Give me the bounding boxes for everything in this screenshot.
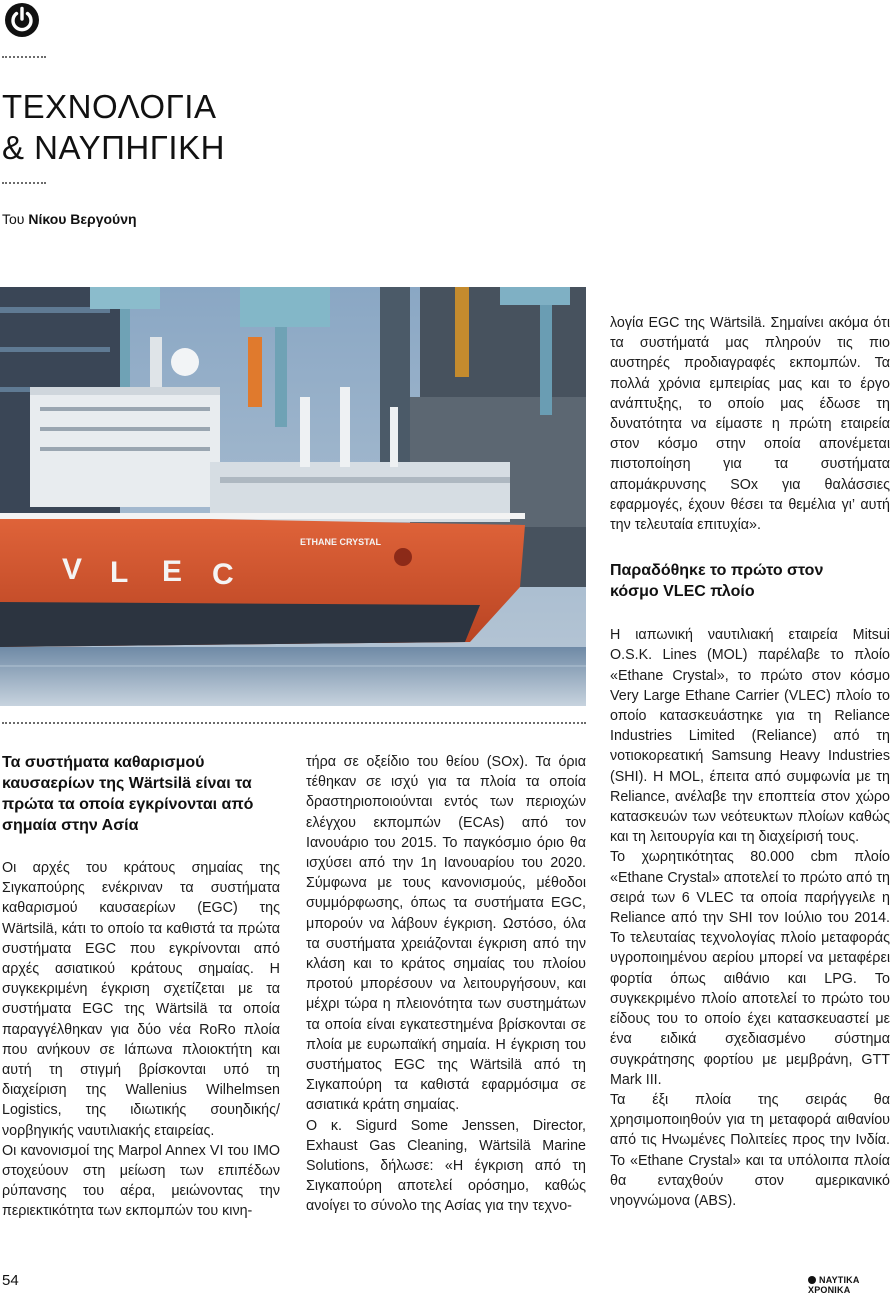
photo-divider bbox=[2, 722, 586, 724]
ship-illustration bbox=[0, 287, 586, 706]
article2-paragraph-2: Το χωρητικότητας 80.000 cbm πλοίο «Ethane Crystal» αποτελεί το πρώτο από τη σειρά των 6 VLEC τα οποία παρήγγειλε η Reliance από την SHI τον Ιούλιο του 2014. Το τελευταίας τεχνολογίας πλοίο μεταφοράς υγροποιημένου αερίου μπορεί να μεταφέρει φορτία όπως αιθάνιο και LPG. Το συγκεκριμένο πλοίο αποτελεί το πρώτο του είδους του το οποίο έχει κατασκευαστεί με ένα ειδικά σχεδιασμένο σύστημα συγκράτησης φορτίου με μεμβράνη, GTT Mark III. bbox=[610, 849, 890, 1088]
publication-brand bbox=[808, 1275, 892, 1295]
hull-letter-v: V bbox=[62, 553, 83, 586]
column-2 bbox=[306, 752, 586, 1217]
page-number: 54 bbox=[2, 1272, 19, 1289]
article1-heading: Τα συστήματα καθαρισμού καυσαερίων της Wärtsilä είναι τα πρώτα τα οποία εγκρίνονται από σημαία στην Ασία bbox=[2, 754, 254, 834]
hull-letter-e: E bbox=[162, 555, 183, 588]
section-title-line1: ΤΕΧΝΟΛΟΓΙΑ bbox=[2, 88, 217, 125]
header-divider-top bbox=[2, 56, 46, 58]
section-title-line2: & ΝΑΥΠΗΓΙΚΗ bbox=[2, 129, 225, 166]
ship-photo bbox=[0, 287, 586, 706]
article1-paragraph-1: Οι αρχές του κράτους σημαίας της Σιγκαπούρης ενέκριναν τα συστήματα καθαρισμού καυσαερίων (EGC) της Wärtsilä, κάτι το οποίο τα καθιστά τα πρώτα συστήματα EGC που εγκρίνονται από αρχές ασιατικού κράτους σημαίας. Η συγκεκριμένη έγκριση σχετίζεται με τα συστήματα EGC της Wärtsilä τα οποία παραγγέλθηκαν για δύο νέα RoRo πλοία που ανήκουν σε Ιάπωνα πλοιοκτήτη και αυτή τη στιγμή βρίσκονται υπό τη διαχείριση της Wallenius Wilhelmsen Logistics, της ιδιωτικής σουηδικής/νορβηγικής ναυτιλιακής εταιρείας. bbox=[2, 860, 280, 1139]
hull-letter-c: C bbox=[212, 558, 234, 591]
article1-paragraph-3b: λογία EGC της Wärtsilä. Σημαίνει ακόμα ότι τα συστήματά μας πληρούν τις πιο αυστηρές προδιαγραφές εκπομπών. Τα πολλά χρόνια εμπειρίας μας και το έργο ανάπτυξης, το οποίο μας έδωσε τη δυνατότητα να είμαστε η πρώτη εταιρεία στον κόσμο στην οποία απονέμεται πιστοποίηση για τα συστήματα απομάκρυνσης SOx για θαλάσσιες εφαρμογές, έχουν θέσει τα θεμέλια γι’ αυτή την τελευταία επιτυχία». bbox=[610, 315, 890, 534]
article2-paragraph-1: Η ιαπωνική ναυτιλιακή εταιρεία Mitsui O.S.K. Lines (MOL) παρέλαβε το πλοίο «Ethane Crystal», το πρώτο στον κόσμο Very Large Ethane Carrier (VLEC) πλοίο το οποίο κατασκευάστηκε για τη Reliance Industries Limited (Reliance) από τη νοτιοκορεατική Samsung Heavy Industries (SHI). Η MOL, έπειτα από συμφωνία με τη Reliance, ανέλαβε την εποπτεία στον χώρο κατασκευών των νεότευκτων πλοίων καθώς και τη λειτουργία και τη διαχείρισή τους. bbox=[610, 627, 890, 846]
article1-paragraph-2a: Οι κανονισμοί της Marpol Annex VI του IMO στοχεύουν στη μείωση των επιπέδων ρύπανσης του αέρα, μειώνοντας την περιεκτικότητα των εκπομπών του κινη- bbox=[2, 1142, 280, 1220]
author-name: Νίκου Βεργούνη bbox=[28, 211, 137, 227]
article1-paragraph-3a: Ο κ. Sigurd Some Jenssen, Director, Exhaust Gas Cleaning, Wärtsilä Marine Solutions, δήλωσε: «Η έγκριση από τη Σιγκαπούρη αποτελεί ορόσημο, καθώς ανοίγει το σύνολο της Ασίας για την τεχνο- bbox=[306, 1117, 586, 1215]
brand-logo-icon bbox=[808, 1276, 816, 1284]
byline-prefix: Του bbox=[2, 211, 29, 227]
hull-ship-name: ETHANE CRYSTAL bbox=[300, 537, 381, 547]
hull-letter-l: L bbox=[110, 556, 129, 589]
column-1 bbox=[2, 752, 280, 1222]
section-title bbox=[2, 86, 225, 168]
byline bbox=[2, 211, 137, 227]
article2-heading: Παραδόθηκε το πρώτο στον κόσμο VLEC πλοίο bbox=[610, 562, 824, 601]
power-icon bbox=[4, 2, 40, 38]
header-divider-bottom bbox=[2, 182, 46, 184]
article2-paragraph-3: Τα έξι πλοία της σειράς θα χρησιμοποιηθούν για τη μεταφορά αιθανίου από τις Ηνωμένες Πολιτείες προς την Ινδία. Το «Ethane Crystal» και τα υπόλοιπα πλοία θα ενταχθούν στον αμερικανικό νηογνώμονα (ABS). bbox=[610, 1091, 890, 1209]
column-3 bbox=[610, 313, 890, 1211]
article1-paragraph-2b: τήρα σε οξείδιο του θείου (SOx). Τα όρια τέθηκαν σε ισχύ για τα πλοία τα οποία δραστηριοποιούνται εντός των περιοχών ελέγχου εκπομπών (ECAs) από τον Ιανουάριο του 2015. Το παγκόσμιο όριο θα ισχύσει από την 1η Ιανουαρίου του 2020. Σύμφωνα με τους κανονισμούς, μέθοδοι συμμόρφωσης, όπως τα συστήματα EGC, μπορούν να λάβουν έγκριση. Ωστόσο, όλα τα συστήματα χρειάζονται έγκριση από την κλάση και το κράτος σημαίας του πλοίου προτού μπορέσουν να λειτουργήσουν, και μέχρι τώρα η πλειονότητα των συστημάτων τα οποία είναι εγκατεστημένα βρίσκονται σε πλοία με ευρωπαϊκή σημαία. Η έγκριση του συστήματος EGC της Wärtsilä από τη Σιγκαπούρη τα καθιστά εφαρμόσιμα σε ασιατικά κράτη σημαίας. bbox=[306, 754, 586, 1114]
publication-brand-name: ΝΑΥΤΙΚΑ ΧΡΟΝΙΚΑ bbox=[808, 1275, 860, 1295]
